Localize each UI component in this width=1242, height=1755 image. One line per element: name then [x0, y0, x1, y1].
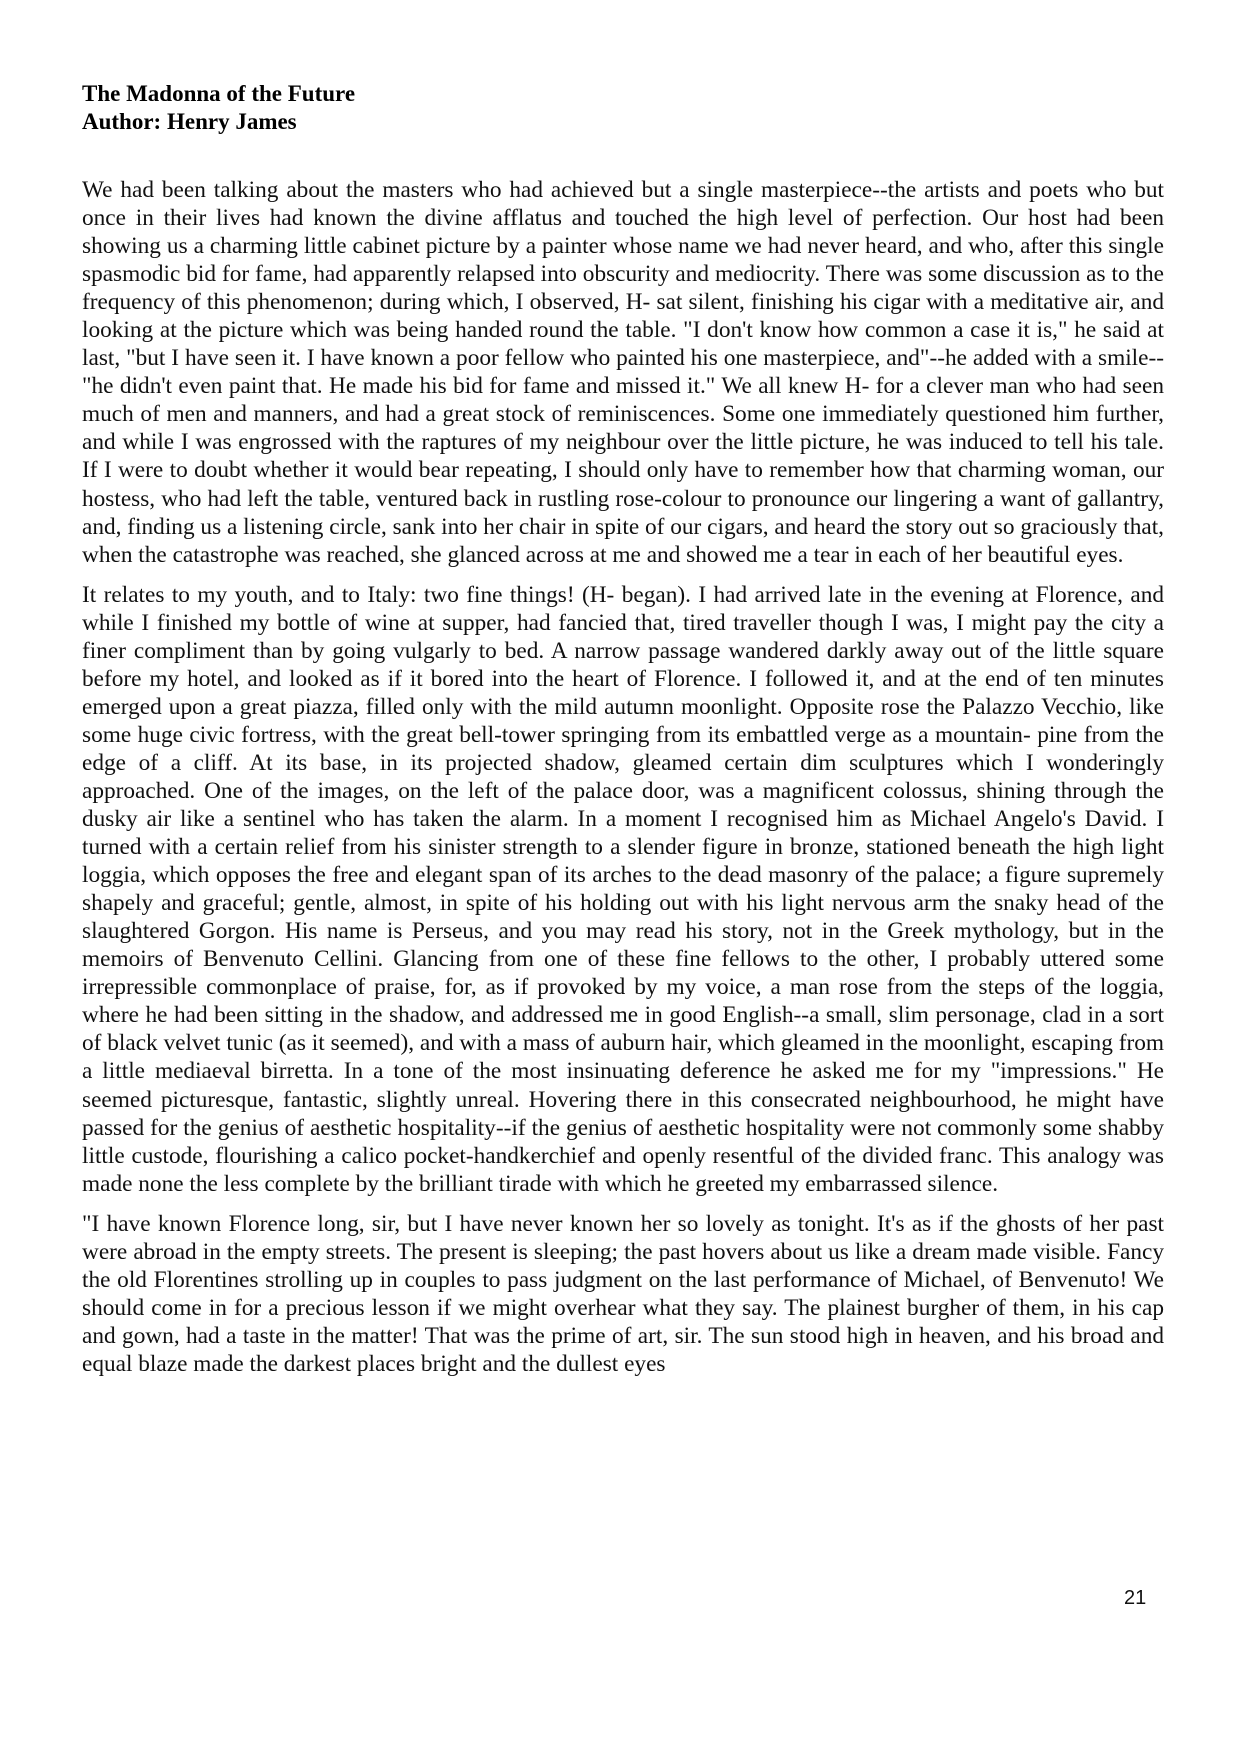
paragraph: "I have known Florence long, sir, but I have never known her so lovely as tonight. It's as if the ghosts of her past were abroad in the empty streets. The present is sleeping; the past hovers about us like a dream made visible. Fancy the old Florentines strolling up in couples to pass judgment on the last performance of Michael, of Benvenuto! We should come in for a precious lesson if we might overhear what they say. The plainest burgher of them, in his cap and gown, had a taste in the matter! That was the prime of art, sir. The sun stood high in heaven, and his broad and equal blaze made the darkest places bright and the dullest eyes — [82, 1210, 1164, 1377]
document-body — [82, 176, 1164, 1390]
paragraph: We had been talking about the masters who had achieved but a single masterpiece--the artists and poets who but once in their lives had known the divine afflatus and touched the high level of perfection. Our host had been showing us a charming little cabinet picture by a painter whose name we had never heard, and who, after this single spasmodic bid for fame, had apparently relapsed into obscurity and mediocrity. There was some discussion as to the frequency of this phenomenon; during which, I observed, H- sat silent, finishing his cigar with a meditative air, and looking at the picture which was being handed round the table. "I don't know how common a case it is," he said at last, "but I have seen it. I have known a poor fellow who painted his one masterpiece, and"--he added with a smile-- "he didn't even paint that. He made his bid for fame and missed it." We all knew H- for a clever man who had seen much of men and manners, and had a great stock of reminiscences. Some one immediately questioned him further, and while I was engrossed with the raptures of my neighbour over the little picture, he was induced to tell his tale. If I were to doubt whether it would bear repeating, I should only have to remember how that charming woman, our hostess, who had left the table, ventured back in rustling rose-colour to pronounce our lingering a want of gallantry, and, finding us a listening circle, sank into her chair in spite of our cigars, and heard the story out so graciously that, when the catastrophe was reached, she glanced across at me and showed me a tear in each of her beautiful eyes. — [82, 177, 1164, 568]
document-header — [82, 80, 982, 136]
document-author: Author: Henry James — [82, 109, 297, 134]
page-number: 21 — [1124, 1587, 1147, 1609]
paragraph: It relates to my youth, and to Italy: two fine things! (H- began). I had arrived late in the evening at Florence, and while I finished my bottle of wine at supper, had fancied that, tired traveller though I was, I might pay the city a finer compliment than by going vulgarly to bed. A narrow passage wandered darkly away out of the little square before my hotel, and looked as if it bored into the heart of Florence. I followed it, and at the end of ten minutes emerged upon a great piazza, filled only with the mild autumn moonlight. Opposite rose the Palazzo Vecchio, like some huge civic fortress, with the great bell-tower springing from its embattled verge as a mountain- pine from the edge of a cliff. At its base, in its projected shadow, gleamed certain dim sculptures which I wonderingly approached. One of the images, on the left of the palace door, was a magnificent colossus, shining through the dusky air like a sentinel who has taken the alarm. In a moment I recognised him as Michael Angelo's David. I turned with a certain relief from his sinister strength to a slender figure in bronze, stationed beneath the high light loggia, which opposes the free and elegant span of its arches to the dead masonry of the palace; a figure supremely shapely and graceful; gentle, almost, in spite of his holding out with his light nervous arm the snaky head of the slaughtered Gorgon. His name is Perseus, and you may read his story, not in the Greek mythology, but in the memoirs of Benvenuto Cellini. Glancing from one of these fine fellows to the other, I probably uttered some irrepressible commonplace of praise, for, as if provoked by my voice, a man rose from the steps of the loggia, where he had been sitting in the shadow, and addressed me in good English--a small, slim personage, clad in a sort of black velvet tunic (as it seemed), and with a mass of auburn hair, which gleamed in the moonlight, escaping from a little mediaeval birretta. In a tone of the most insinuating deference he asked me for my "impressions." He seemed picturesque, fantastic, slightly unreal. Hovering there in this consecrated neighbourhood, he might have passed for the genius of aesthetic hospitality--if the genius of aesthetic hospitality were not commonly some shabby little custode, flourishing a calico pocket-handkerchief and openly resentful of the divided franc. This analogy was made none the less complete by the brilliant tirade with which he greeted my embarrassed silence. — [82, 581, 1164, 1197]
document-title: The Madonna of the Future — [82, 81, 356, 106]
